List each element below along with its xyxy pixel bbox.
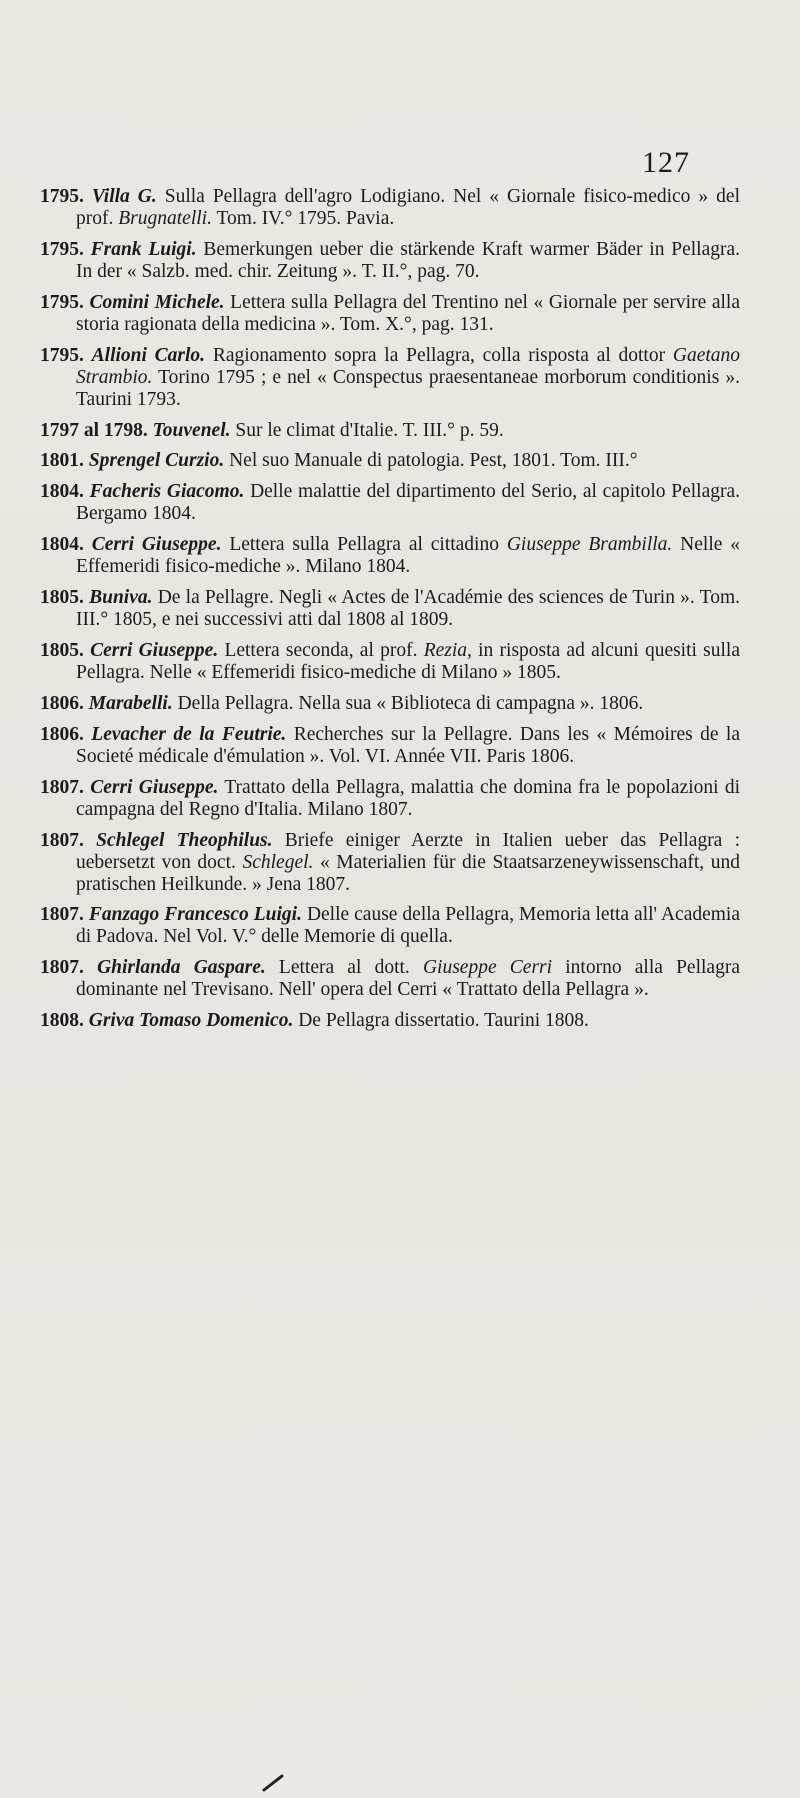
entry-year: 1807.: [40, 957, 84, 979]
entry-italic: Rezia,: [423, 640, 472, 662]
entry-text: Lettera al dott.: [265, 957, 423, 979]
entry-author: Fanzago Francesco Luigi.: [88, 904, 302, 926]
bibliography-entry: [40, 239, 740, 283]
entry-rest: « Materialien für die Staatsarzeneywissenschaft, und pratischen Heilkunde. » Jena 1807.: [76, 851, 740, 895]
bibliography-entry: [40, 420, 740, 442]
entry-italic: Brugnatelli.: [118, 208, 212, 229]
entry-author: Villa G.: [91, 186, 157, 207]
entry-year: 1797 al 1798.: [40, 419, 148, 441]
entry-text: Della Pellagra. Nella sua « Biblioteca di campagna ». 1806.: [172, 692, 644, 714]
entry-text: Delle cause della Pellagra, Memoria letta all' Academia di Padova. Nel Vol. V.° delle Memorie di quella.: [76, 904, 740, 948]
entry-author: Levacher de la Feutrie.: [91, 723, 287, 745]
bibliography-entry: [40, 292, 740, 336]
entry-rest: Tom. IV.° 1795. Pavia.: [211, 208, 395, 229]
entry-year: 1805.: [40, 587, 84, 609]
bibliography-entry: [40, 534, 740, 578]
entry-rest: Torino 1795 ; e nel « Conspectus praesentaneae morborum conditionis ». Taurini 1793.: [76, 366, 740, 410]
entry-author: Facheris Giacomo.: [89, 481, 245, 503]
page-number: 127: [642, 146, 690, 179]
bibliography-entry: [40, 724, 740, 768]
entry-year: 1795.: [40, 238, 84, 260]
entry-text: De la Pellagre. Negli « Actes de l'Académie des sciences de Turin ». Tom. III.° 1805, e nei successivi atti dal 1808 al 1809.: [76, 587, 741, 631]
bibliography-entry: [40, 640, 740, 684]
entry-author: Marabelli.: [88, 692, 173, 714]
entry-italic: Giuseppe Brambilla.: [506, 534, 673, 556]
entry-italic: Giuseppe Cerri: [422, 957, 553, 979]
bibliography-entry: [40, 830, 740, 896]
bibliography-entry: [40, 450, 740, 472]
entry-year: 1795.: [40, 291, 84, 313]
bibliography-entry: [40, 1010, 740, 1032]
entry-author: Buniva.: [89, 587, 153, 609]
bibliography-entry: [40, 345, 740, 411]
entry-text: Recherches sur la Pellagre. Dans les « Mémoires de la Societé médicale d'émulation ». Vol. VI. Année VII. Paris 1806.: [76, 723, 741, 767]
entry-rest: intorno alla Pellagra dominante nel Trevisano. Nell' opera del Cerri « Trattato della Pellagra ».: [76, 957, 740, 1001]
entry-year: 1804.: [40, 534, 84, 556]
entry-text: Sur le climat d'Italie. T. III.° p. 59.: [230, 419, 504, 441]
entry-text: Ragionamento sopra la Pellagra, colla risposta al dottor: [205, 344, 673, 366]
entry-rest: Nelle « Effemeridi fisico-mediche ». Milano 1804.: [76, 534, 741, 578]
entry-text: Delle malattie del dipartimento del Serio, al capitolo Pellagra. Bergamo 1804.: [76, 481, 740, 525]
entry-year: 1795.: [40, 186, 84, 207]
entry-author: Touvenel.: [152, 419, 231, 441]
entry-author: Griva Tomaso Domenico.: [88, 1010, 294, 1032]
entry-text: De Pellagra dissertatio. Taurini 1808.: [293, 1010, 589, 1032]
entry-text: Lettera sulla Pellagra al cittadino: [221, 534, 507, 556]
entry-text: Bemerkungen ueber die stärkende Kraft warmer Bäder in Pellagra. In der « Salzb. med. chir. Zeitung ». T. II.°, pag. 70.: [76, 238, 740, 282]
entry-author: Cerri Giuseppe.: [90, 776, 219, 798]
entry-text: Lettera seconda, al prof.: [218, 640, 424, 662]
entry-year: 1807.: [40, 829, 84, 851]
bibliography-entry: [40, 481, 740, 525]
bibliography-entry: [40, 587, 740, 631]
entry-text: Nel suo Manuale di patologia. Pest, 1801. Tom. III.°: [224, 450, 638, 472]
entry-author: Frank Luigi.: [90, 238, 197, 260]
pencil-mark-icon: [262, 1774, 284, 1792]
entry-year: 1807.: [40, 904, 84, 926]
entry-text: Briefe einiger Aerzte in Italien ueber das Pellagra : uebersetzt von doct.: [76, 829, 740, 873]
bibliography-list: [40, 186, 740, 1041]
entry-author: Cerri Giuseppe.: [90, 640, 219, 662]
entry-year: 1807.: [40, 776, 84, 798]
bibliography-entry: [40, 957, 740, 1001]
entry-text: Sulla Pellagra dell'agro Lodigiano. Nel « Giornale fisico-medico » del prof.: [76, 186, 740, 229]
entry-italic: Gaetano Strambio.: [76, 344, 741, 388]
entry-author: Schlegel Theophilus.: [96, 829, 273, 851]
bibliography-entry: [40, 693, 740, 715]
bibliography-entry: [40, 186, 740, 230]
entry-rest: in risposta ad alcuni quesiti sulla Pellagra. Nelle « Effemeridi fisico-mediche di Milano » 1805.: [76, 640, 740, 684]
entry-italic: Schlegel.: [242, 851, 314, 873]
entry-year: 1804.: [40, 481, 84, 503]
bibliography-entry: [40, 777, 740, 821]
entry-year: 1806.: [40, 723, 84, 745]
entry-author: Sprengel Curzio.: [88, 450, 225, 472]
entry-text: Trattato della Pellagra, malattia che domina fra le popolazioni di campagna del Regno d'Italia. Milano 1807.: [76, 776, 741, 820]
bibliography-entry: [40, 904, 740, 948]
entry-year: 1806.: [40, 692, 84, 714]
entry-year: 1808.: [40, 1010, 84, 1032]
entry-year: 1801.: [40, 450, 84, 472]
entry-author: Comini Michele.: [89, 291, 225, 313]
entry-year: 1795.: [40, 344, 84, 366]
entry-year: 1805.: [40, 640, 84, 662]
entry-author: Cerri Giuseppe.: [91, 534, 222, 556]
entry-author: Allioni Carlo.: [91, 344, 206, 366]
entry-text: Lettera sulla Pellagra del Trentino nel « Giornale per servire alla storia ragionata della medicina ». Tom. X.°, pag. 131.: [76, 291, 740, 335]
entry-author: Ghirlanda Gaspare.: [97, 957, 266, 979]
